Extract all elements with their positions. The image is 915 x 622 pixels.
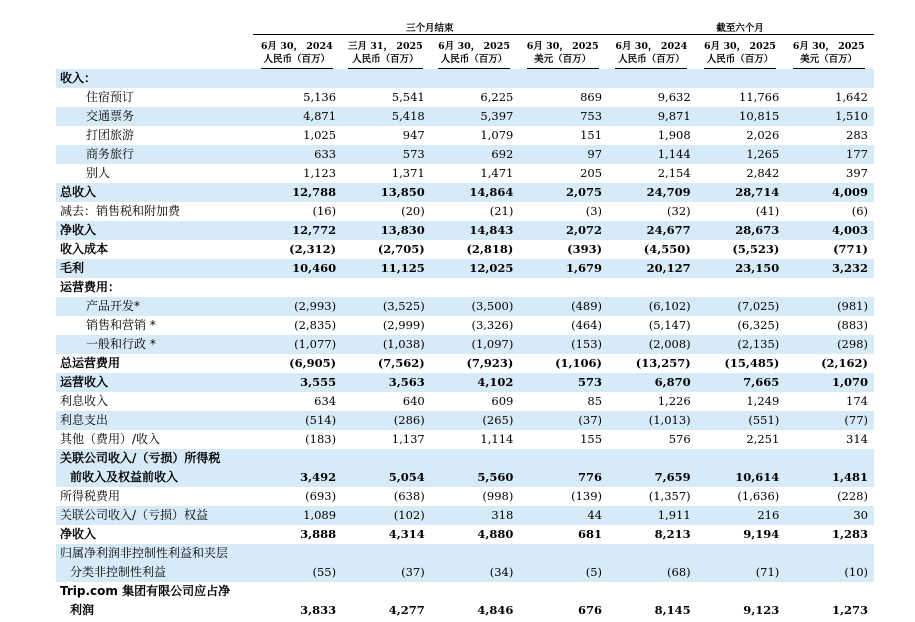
row-value: (228)	[837, 489, 868, 503]
row-value: 177	[785, 145, 874, 164]
row-value	[253, 449, 342, 468]
row-value: (7,923)	[466, 356, 514, 370]
row-value: 692	[431, 145, 520, 164]
column-date: 6月 30， 2025	[526, 41, 599, 52]
row-value: 12,772	[253, 221, 342, 240]
row-value: (5,523)	[732, 242, 780, 256]
row-value: 3,232	[785, 259, 874, 278]
row-value: 11,125	[342, 259, 431, 278]
row-value: (183)	[305, 432, 337, 446]
row-label: 运营费用：	[60, 280, 121, 294]
row-value: (7,562)	[377, 356, 425, 370]
row-value: 23,150	[697, 259, 786, 278]
column-header-text	[348, 40, 423, 69]
row-value	[608, 449, 697, 468]
row-value: 10,614	[697, 468, 786, 487]
table-row	[56, 126, 874, 145]
row-value: 20,127	[608, 259, 697, 278]
row-value	[431, 582, 520, 601]
row-value: (139)	[571, 489, 603, 503]
row-value: (3,500)	[431, 297, 520, 316]
row-value: (551)	[697, 411, 786, 430]
row-label: 总运营费用	[60, 356, 121, 370]
row-label: 收入：	[56, 69, 253, 88]
table-row	[56, 297, 874, 316]
row-value: (68)	[608, 563, 697, 582]
table-row	[56, 544, 874, 563]
row-value	[519, 544, 608, 563]
row-value: 10,460	[253, 259, 342, 278]
column-header-text	[704, 40, 776, 69]
table-row	[56, 354, 874, 373]
table-header	[56, 20, 874, 69]
row-value: (21)	[489, 204, 514, 218]
row-value	[253, 69, 342, 88]
row-value	[342, 449, 431, 468]
row-value: (393)	[567, 242, 603, 256]
row-value: (286)	[342, 411, 431, 430]
table-row	[56, 563, 874, 582]
row-value: (1,013)	[608, 411, 697, 430]
row-label: 利润	[70, 603, 95, 617]
table-row	[56, 69, 874, 88]
row-value: (4,550)	[643, 242, 691, 256]
row-value: 3,492	[253, 468, 342, 487]
row-value: 4,871	[253, 107, 342, 126]
row-label: 利息支出	[56, 411, 253, 430]
row-label: 商务旅行	[56, 145, 253, 164]
row-value: (2,818)	[466, 242, 514, 256]
row-value: 314	[846, 432, 868, 446]
row-value	[608, 544, 697, 563]
table-row	[56, 88, 874, 107]
row-value	[519, 69, 608, 88]
column-unit: 人民币（百万）	[440, 54, 508, 65]
row-label: 分类非控制性利益	[56, 563, 253, 582]
group-header-three-months: 三个月结束	[253, 20, 608, 35]
row-value: 8,213	[654, 527, 691, 541]
row-label: 交通票务	[56, 107, 253, 126]
row-value: 2,075	[519, 183, 608, 202]
row-value: 10,815	[697, 107, 786, 126]
table-row	[56, 392, 874, 411]
row-value: (693)	[305, 489, 337, 503]
row-value: 8,145	[654, 603, 691, 617]
table-row	[56, 202, 874, 221]
row-value: 1,079	[480, 128, 514, 142]
row-value: 155	[580, 432, 603, 446]
row-value: 9,123	[743, 603, 780, 617]
row-label: 收入成本	[60, 242, 109, 256]
row-value	[697, 449, 786, 468]
label-header-spacer	[56, 20, 253, 35]
column-header	[785, 35, 874, 70]
row-value: 7,665	[697, 373, 786, 392]
row-value: 676	[578, 603, 603, 617]
row-value: 3,555	[253, 373, 342, 392]
row-label: 总收入	[56, 183, 253, 202]
row-value	[431, 69, 520, 88]
row-label: 一般和行政 *	[56, 335, 253, 354]
row-label: 利息收入	[60, 394, 109, 408]
row-value: 4,314	[388, 527, 425, 541]
table-row	[56, 240, 874, 259]
row-label: 打团旅游	[86, 128, 135, 142]
table-row	[56, 221, 874, 240]
table-row	[56, 487, 874, 506]
row-value	[342, 278, 431, 297]
row-value: (6)	[851, 204, 868, 218]
table-row	[56, 411, 874, 430]
row-value: (883)	[837, 318, 868, 332]
row-value: 4,003	[785, 221, 874, 240]
row-value: 13,850	[342, 183, 431, 202]
table-row	[56, 506, 874, 525]
row-value: (2,999)	[382, 318, 425, 332]
row-value: (298)	[785, 335, 874, 354]
row-value: (16)	[312, 204, 337, 218]
row-value	[697, 582, 786, 601]
row-value: (34)	[431, 563, 520, 582]
row-value: 3,888	[300, 527, 337, 541]
row-value: 3,833	[300, 603, 337, 617]
row-value	[697, 544, 786, 563]
row-value: (2,162)	[821, 356, 868, 370]
row-value: 5,136	[303, 90, 337, 104]
row-value	[785, 544, 874, 563]
row-value: 4,009	[785, 183, 874, 202]
row-value	[785, 69, 874, 88]
row-value: (2,993)	[253, 297, 342, 316]
row-value	[431, 449, 520, 468]
row-value: (2,312)	[289, 242, 337, 256]
row-value	[342, 582, 431, 601]
row-value: 1,144	[608, 145, 697, 164]
row-value: 5,397	[431, 107, 520, 126]
row-value: (464)	[571, 318, 603, 332]
row-value: 1,249	[746, 394, 780, 408]
row-value: 7,659	[608, 468, 697, 487]
column-unit: 人民币（百万）	[263, 54, 331, 65]
row-value: 1,265	[697, 145, 786, 164]
row-value	[519, 582, 608, 601]
table-row	[56, 259, 874, 278]
row-label: 产品开发*	[56, 297, 253, 316]
row-value	[785, 582, 874, 601]
row-value: 1,911	[608, 506, 697, 525]
row-value: (1,106)	[555, 356, 603, 370]
column-header	[697, 35, 786, 70]
row-value: (638)	[393, 489, 425, 503]
column-header	[431, 35, 520, 70]
row-value	[253, 278, 342, 297]
row-value: (3)	[585, 204, 603, 218]
row-label: 毛利	[56, 259, 253, 278]
row-value: 3,563	[342, 373, 431, 392]
table-body	[56, 69, 874, 620]
row-value: (514)	[253, 411, 342, 430]
column-header	[342, 35, 431, 70]
row-value: 12,788	[253, 183, 342, 202]
row-label: 净收入	[56, 221, 253, 240]
column-header	[608, 35, 697, 70]
row-value: 4,846	[477, 603, 514, 617]
row-value: (6,325)	[737, 318, 780, 332]
row-value: 4,102	[431, 373, 520, 392]
column-date: 三月 31， 2025	[348, 41, 423, 52]
row-value: 573	[342, 145, 431, 164]
row-value: (153)	[519, 335, 608, 354]
column-date: 6月 30， 2025	[792, 41, 865, 52]
row-value: 1,679	[519, 259, 608, 278]
row-value	[519, 449, 608, 468]
row-value	[431, 278, 520, 297]
row-value: (998)	[482, 489, 514, 503]
row-value: 573	[519, 373, 608, 392]
row-label: 销售和营销 *	[86, 318, 156, 332]
row-value: 151	[580, 128, 603, 142]
row-value: 97	[519, 145, 608, 164]
row-value: 5,560	[431, 468, 520, 487]
row-value: 1,273	[831, 603, 868, 617]
table-row	[56, 107, 874, 126]
row-label: 归属净利润非控制性利益和夹层	[56, 544, 253, 563]
table-row	[56, 183, 874, 202]
row-value: 13,830	[342, 221, 431, 240]
row-value: 4,277	[388, 603, 425, 617]
row-value: 633	[253, 145, 342, 164]
row-value: 1,114	[480, 432, 514, 446]
row-value: (6,102)	[608, 297, 697, 316]
row-value: (5)	[519, 563, 608, 582]
label-header-spacer	[56, 35, 253, 70]
row-value: 4,880	[477, 527, 514, 541]
row-value	[608, 582, 697, 601]
row-value: 869	[580, 90, 603, 104]
row-value: 44	[519, 506, 608, 525]
row-value: 2,154	[657, 166, 691, 180]
row-value: 1,481	[785, 468, 874, 487]
row-label: 运营收入	[56, 373, 253, 392]
row-label: 别人	[86, 166, 111, 180]
row-value: 5,541	[391, 90, 425, 104]
row-value: 1,137	[391, 432, 425, 446]
row-value: 1,226	[657, 394, 691, 408]
column-unit: 人民币（百万）	[618, 54, 685, 65]
row-value: 174	[846, 394, 868, 408]
row-value: (2,705)	[377, 242, 425, 256]
row-value: (15,485)	[724, 356, 780, 370]
row-value: (2,135)	[697, 335, 786, 354]
row-label: 关联公司收入/（亏损）所得税	[56, 449, 253, 468]
row-value: 634	[314, 394, 337, 408]
row-value: (1,636)	[737, 489, 780, 503]
row-label: 关联公司收入/（亏损）权益	[56, 506, 253, 525]
table-row	[56, 430, 874, 449]
row-value: 5,418	[342, 107, 431, 126]
column-header	[253, 35, 342, 70]
row-value: 283	[846, 128, 868, 142]
row-value: (55)	[253, 563, 342, 582]
row-value: 14,843	[431, 221, 520, 240]
row-label: 减去：销售税和附加费	[60, 204, 181, 218]
income-statement-table	[56, 20, 874, 620]
column-header-text	[261, 40, 333, 69]
row-value: (2,008)	[608, 335, 697, 354]
row-value: (77)	[785, 411, 874, 430]
row-value: (6,905)	[289, 356, 337, 370]
row-value: (3,525)	[342, 297, 431, 316]
table-row	[56, 601, 874, 620]
row-value: (1,097)	[431, 335, 520, 354]
table-row	[56, 316, 874, 335]
row-value: 1,283	[831, 527, 868, 541]
row-value	[608, 69, 697, 88]
row-value: 2,026	[746, 128, 780, 142]
row-value: (1,038)	[342, 335, 431, 354]
row-value: 1,642	[835, 90, 868, 104]
row-value: (981)	[785, 297, 874, 316]
row-label: 净收入	[60, 527, 97, 541]
row-value	[342, 544, 431, 563]
row-value: (2,835)	[294, 318, 337, 332]
row-value: 1,908	[657, 128, 691, 142]
row-value: (771)	[833, 242, 868, 256]
row-value: 85	[587, 394, 603, 408]
row-value: 11,766	[739, 90, 780, 104]
row-value: 1,510	[785, 107, 874, 126]
table-row	[56, 449, 874, 468]
row-value: 28,714	[697, 183, 786, 202]
column-date: 6月 30， 2025	[704, 41, 776, 52]
column-unit: 人民币（百万）	[706, 54, 774, 65]
row-label: 住宿预订	[86, 90, 135, 104]
row-value: 640	[402, 394, 425, 408]
row-value: 609	[491, 394, 514, 408]
row-value	[697, 69, 786, 88]
row-value: (71)	[697, 563, 786, 582]
row-value: 2,072	[519, 221, 608, 240]
row-label: 前收入及权益前收入	[56, 468, 253, 487]
row-value: 576	[668, 432, 691, 446]
table-row	[56, 145, 874, 164]
row-value: 6,870	[608, 373, 697, 392]
column-header-text	[438, 40, 510, 69]
row-value	[519, 278, 608, 297]
row-value: (32)	[667, 204, 691, 218]
row-value	[431, 544, 520, 563]
row-value: 9,632	[657, 90, 691, 104]
row-value: 318	[431, 506, 520, 525]
row-value: 24,709	[608, 183, 697, 202]
row-value: (41)	[755, 204, 780, 218]
table-row	[56, 278, 874, 297]
row-value	[253, 544, 342, 563]
column-header	[519, 35, 608, 70]
column-date: 6月 30， 2025	[438, 41, 510, 52]
row-value: 397	[846, 166, 868, 180]
column-header-text	[527, 40, 599, 69]
row-value: (5,147)	[648, 318, 691, 332]
row-value: 947	[402, 128, 425, 142]
row-value: 205	[580, 166, 603, 180]
row-value: (37)	[519, 411, 608, 430]
row-value: 9,871	[608, 107, 697, 126]
column-header-row	[56, 35, 874, 70]
row-value: 681	[578, 527, 603, 541]
row-value: (102)	[342, 506, 431, 525]
row-value: (1,077)	[253, 335, 342, 354]
row-value: 30	[785, 506, 874, 525]
table-row	[56, 582, 874, 601]
row-value: (1,357)	[648, 489, 691, 503]
table-row	[56, 373, 874, 392]
row-value: 24,677	[608, 221, 697, 240]
row-value: (7,025)	[697, 297, 786, 316]
row-value: 1,471	[480, 166, 514, 180]
row-label: Trip.com 集团有限公司应占净	[60, 584, 231, 598]
table-row	[56, 164, 874, 183]
row-value: (37)	[342, 563, 431, 582]
row-value: (20)	[401, 204, 425, 218]
row-value	[342, 69, 431, 88]
group-header-six-months: 截至六个月	[608, 20, 874, 35]
row-value	[785, 278, 874, 297]
row-value: 12,025	[431, 259, 520, 278]
column-unit: 美元（百万）	[800, 54, 858, 65]
row-label: 所得税费用	[60, 489, 121, 503]
column-group-row	[56, 20, 874, 35]
row-value: 28,673	[697, 221, 786, 240]
column-date: 6月 30， 2024	[615, 41, 688, 52]
column-header-text	[615, 40, 687, 69]
row-value: 2,842	[746, 166, 780, 180]
row-value: 9,194	[743, 527, 780, 541]
row-value: 6,225	[480, 90, 514, 104]
row-value	[608, 278, 697, 297]
row-value	[697, 278, 786, 297]
row-value: 5,054	[342, 468, 431, 487]
row-value: 753	[519, 107, 608, 126]
row-value: 776	[519, 468, 608, 487]
row-value: 1,070	[785, 373, 874, 392]
row-value: 14,864	[431, 183, 520, 202]
row-value: 216	[697, 506, 786, 525]
row-value	[253, 582, 342, 601]
row-value: 1,371	[391, 166, 425, 180]
row-value	[785, 449, 874, 468]
row-value: (489)	[519, 297, 608, 316]
column-unit: 人民币（百万）	[352, 54, 419, 65]
row-value: 1,025	[303, 128, 337, 142]
column-date: 6月 30， 2024	[260, 41, 333, 52]
row-value: (3,326)	[471, 318, 514, 332]
row-value: 1,089	[253, 506, 342, 525]
column-unit: 美元（百万）	[534, 54, 592, 65]
row-value: (265)	[431, 411, 520, 430]
row-value: (13,257)	[635, 356, 691, 370]
row-value: 1,123	[303, 166, 337, 180]
row-label: 其他（费用）/收入	[60, 432, 161, 446]
table-row	[56, 468, 874, 487]
row-value: (10)	[785, 563, 874, 582]
table-row	[56, 335, 874, 354]
row-value: 2,251	[746, 432, 780, 446]
column-header-text	[793, 40, 865, 69]
table-row	[56, 525, 874, 544]
